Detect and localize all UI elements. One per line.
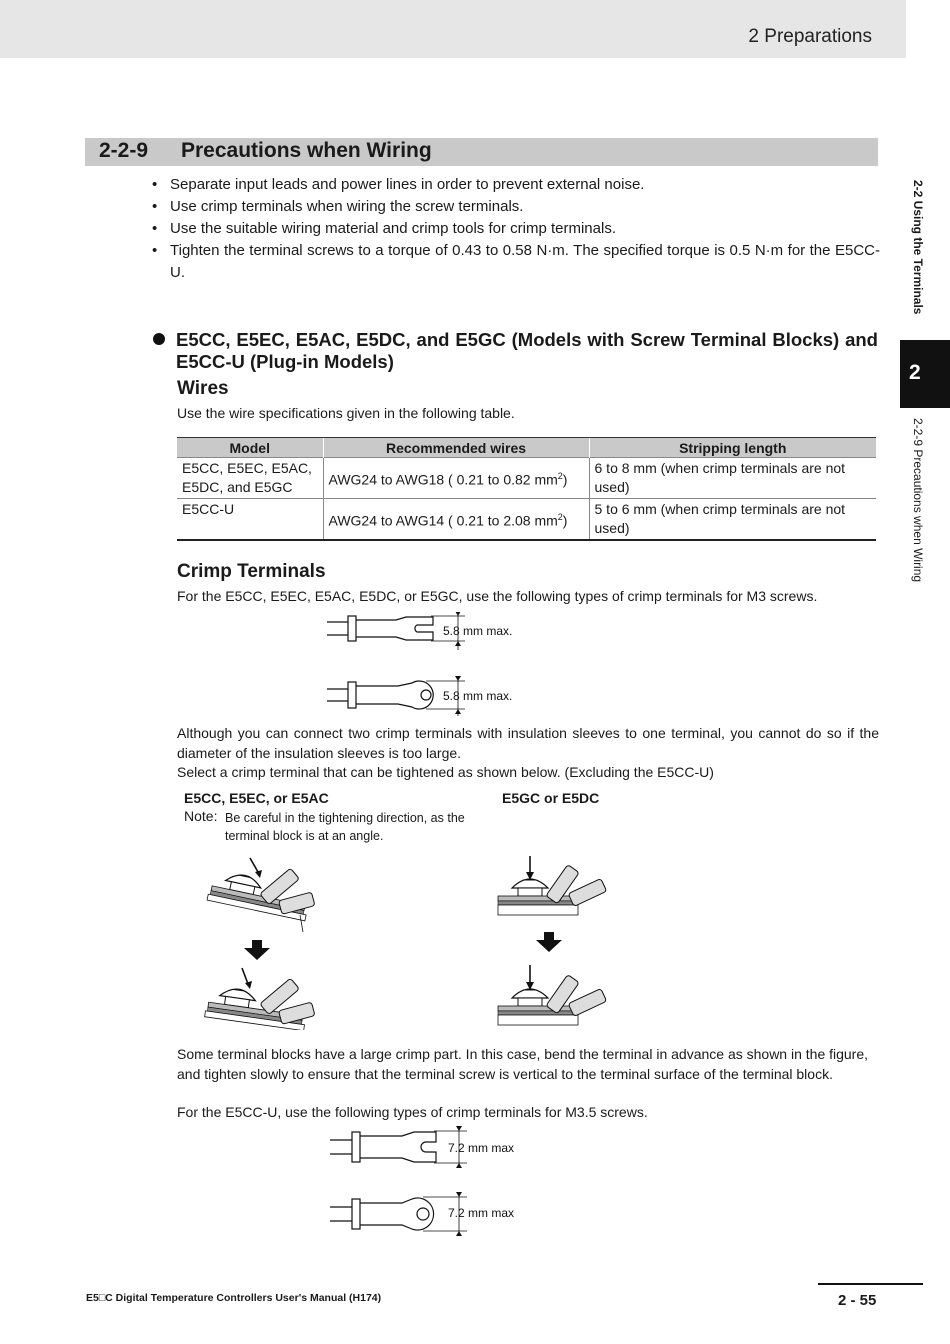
section-heading-bar <box>85 138 878 166</box>
section-number: 2-2-9 <box>99 139 149 162</box>
table-header: Recommended wires <box>323 438 589 458</box>
table-header: Stripping length <box>589 438 876 458</box>
ring-terminal-m3-5-dimension: 7.2 mm max <box>448 1206 515 1220</box>
left-figure-heading: E5CC, E5EC, or E5AC <box>184 790 329 806</box>
wires-intro: Use the wire specifications given in the following table. <box>177 405 515 421</box>
footer-rule <box>818 1283 923 1285</box>
table-cell-wires: AWG24 to AWG18 ( 0.21 to 0.82 $mm^2$) <box>323 458 589 499</box>
crimp-intro: For the E5CC, E5EC, E5AC, E5DC, or E5GC, use the following types of crimp terminals for M3 screws. <box>177 588 818 604</box>
wires-heading: Wires <box>177 378 229 399</box>
precaution-item: • Tighten the terminal screws to a torque of 0.43 to 0.58 N·m. The specified torque is 0.5 N·m for the E5CC-U. <box>152 240 880 284</box>
ring-terminal-m3-5-diagram <box>322 1190 542 1238</box>
select-terminal-paragraph: Select a crimp terminal that can be tightened as shown below. (Excluding the E5CC-U) <box>177 764 714 780</box>
table-header-row <box>177 438 876 458</box>
sidebar-section-label: 2-2 Using the Terminals <box>911 180 925 315</box>
subsection-title: E5CC, E5EC, E5AC, E5DC, and E5GC (Models with Screw Terminal Blocks) and E5CC-U (Plug-in Models) <box>176 329 878 372</box>
fork-terminal-m3-5-diagram <box>322 1126 542 1170</box>
precaution-item: • Use crimp terminals when wiring the screw terminals. <box>152 196 880 218</box>
right-figure-heading: E5GC or E5DC <box>502 790 600 806</box>
table-cell-wires: AWG24 to AWG14 ( 0.21 to 2.08 $mm^2$) <box>323 499 589 541</box>
chapter-tab <box>900 340 950 408</box>
page-number: 2 - 55 <box>838 1292 877 1309</box>
wire-spec-table <box>177 437 876 541</box>
table-cell-model: E5CC, E5EC, E5AC, E5DC, and E5GC <box>177 458 323 499</box>
subsection-bullet-icon <box>153 333 165 345</box>
fork-terminal-m3-5-dimension: 7.2 mm max <box>448 1141 515 1155</box>
fork-terminal-m3-diagram <box>320 612 540 652</box>
note-text: Be careful in the tightening direction, as the terminal block is at an angle. <box>225 811 465 843</box>
table-cell-model: E5CC-U <box>177 499 323 541</box>
chapter-tab-number: 2 <box>909 361 921 384</box>
table-cell-stripping: 6 to 8 mm (when crimp terminals are not used) <box>589 458 876 499</box>
insulation-sleeve-paragraph: Although you can connect two crimp terminals with insulation sleeves to one terminal, you cannot do so if the diameter of the insulation sleeves is too large. <box>177 725 879 761</box>
table-cell-stripping: 5 to 6 mm (when crimp terminals are not used) <box>589 499 876 541</box>
e5cc-u-terminal-intro: For the E5CC-U, use the following types of crimp terminals for M3.5 screws. <box>177 1104 648 1120</box>
ring-terminal-m3-diagram <box>320 674 540 718</box>
ring-terminal-dimension: 5.8 mm max. <box>443 689 513 703</box>
precaution-item: • Separate input leads and power lines in order to prevent external noise. <box>152 174 880 196</box>
chapter-header: 2 Preparations <box>748 26 872 47</box>
section-title: Precautions when Wiring <box>181 139 432 162</box>
table-row <box>177 458 876 499</box>
table-header: Model <box>177 438 323 458</box>
precaution-list <box>152 174 880 284</box>
crimp-heading: Crimp Terminals <box>177 561 326 582</box>
note-label: Note: <box>184 808 218 824</box>
fork-terminal-dimension: 5.8 mm max. <box>443 624 513 638</box>
table-row <box>177 499 876 541</box>
large-crimp-paragraph: Some terminal blocks have a large crimp part. In this case, bend the terminal in advance as shown in the figure, and tighten slowly to ensure that the terminal screw is vertical to the terminal surface of the terminal block. <box>177 1046 869 1082</box>
angled-terminal-block-tightening-diagram <box>200 850 330 1030</box>
precaution-item: • Use the suitable wiring material and crimp tools for crimp terminals. <box>152 218 880 240</box>
manual-title: E5□C Digital Temperature Controllers User's Manual (H174) <box>86 1292 382 1304</box>
flat-terminal-block-tightening-diagram <box>492 850 622 1030</box>
sidebar-subsection-label: 2-2-9 Precautions when Wiring <box>911 418 925 583</box>
